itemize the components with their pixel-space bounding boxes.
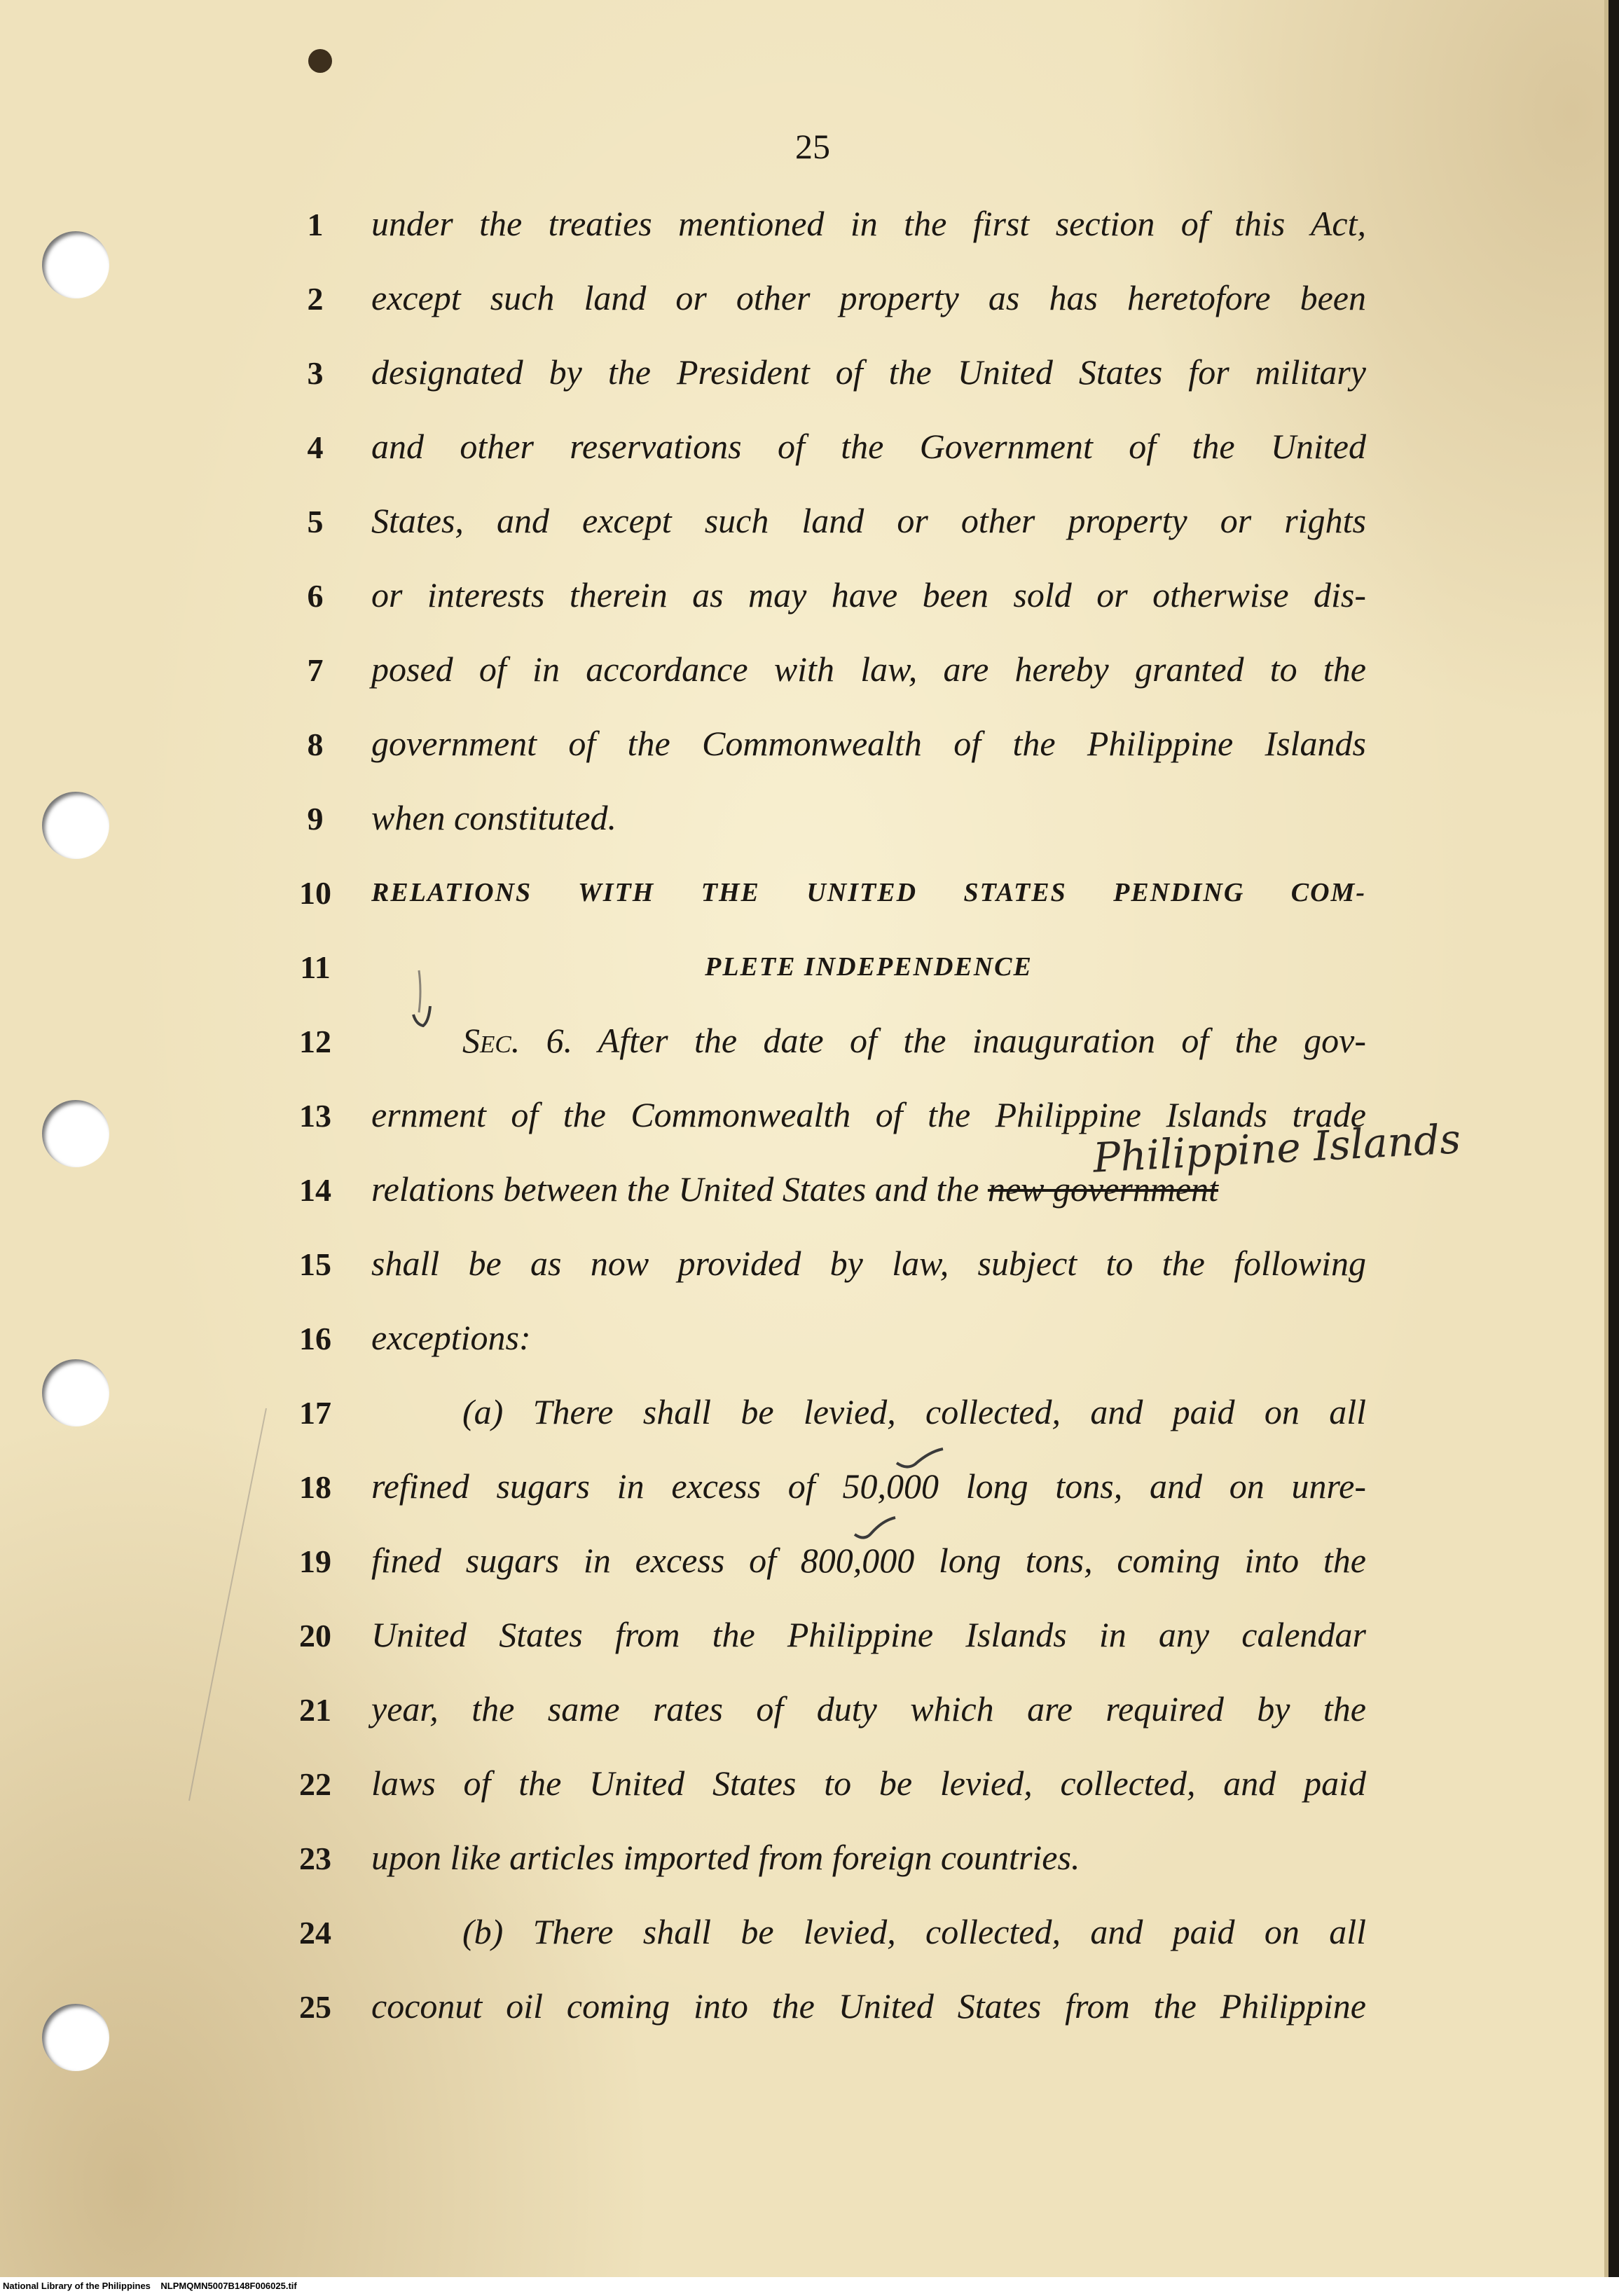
section-heading: RELATIONS WITH THE UNITED STATES PENDING COM-: [371, 878, 1366, 907]
line-number: 6: [307, 578, 324, 614]
text-line: [0, 1750, 1604, 1824]
text-line: [0, 265, 1604, 339]
text-line: [0, 1453, 1604, 1527]
line-number: 13: [299, 1098, 331, 1134]
line-text: (a) There shall be levied, collected, and paid on all: [462, 1392, 1366, 1431]
text-line: [0, 1379, 1604, 1453]
line-text: posed of in accordance with law, are hereby granted to the: [371, 649, 1366, 689]
line-number: 22: [299, 1766, 331, 1802]
line-text: under the treaties mentioned in the first section of this Act,: [371, 204, 1366, 243]
line-text: [371, 1020, 1366, 1061]
line-text: designated by the President of the United States for military: [371, 352, 1366, 392]
line-number: 24: [299, 1915, 331, 1951]
page-number: 25: [795, 127, 830, 166]
line-number: 4: [307, 429, 324, 465]
section-heading: PLETE INDEPENDENCE: [705, 952, 1033, 982]
text-line: [0, 1305, 1604, 1379]
section-heading-line: [0, 859, 1604, 933]
text-line: [0, 1230, 1604, 1305]
line-text: States, and except such land or other property or rights: [371, 501, 1366, 540]
line-text: coconut oil coming into the United States from the Philippine: [371, 1986, 1366, 2026]
line-number: 7: [307, 652, 324, 688]
line-text: ernment of the Commonwealth of the Philippine Islands trade: [371, 1095, 1366, 1134]
line-number: 3: [307, 355, 324, 391]
text-line: [0, 562, 1604, 636]
line-number: 20: [299, 1618, 331, 1654]
line-text: shall be as now provided by law, subject to the following: [371, 1244, 1366, 1283]
section-label: Sec. 6.: [462, 1021, 573, 1060]
line-number: 23: [299, 1841, 331, 1876]
text-line: [0, 339, 1604, 413]
footer-file-id: NLPMQMN5007B148F006025.tif: [160, 2281, 297, 2291]
line-number: 10: [299, 875, 331, 911]
line-text: (b) There shall be levied, collected, and paid on all: [462, 1912, 1366, 1951]
line-text: upon like articles imported from foreign countries.: [371, 1838, 1080, 1877]
handwritten-insert: Philippine Islands: [1091, 1115, 1462, 1182]
text-line: [0, 1602, 1604, 1676]
text-line: [0, 488, 1604, 562]
line-number: 16: [299, 1321, 331, 1356]
line-text: government of the Commonwealth of the Philippine Islands: [371, 724, 1366, 763]
text-line: [0, 636, 1604, 710]
line-number: 21: [299, 1692, 331, 1728]
text-line: [0, 1676, 1604, 1750]
text-line: [0, 1527, 1604, 1602]
text-line: [0, 191, 1604, 265]
line-text: exceptions:: [371, 1318, 531, 1357]
line-number: 18: [299, 1469, 331, 1505]
section-heading-line: [0, 933, 1604, 1008]
line-text-rest: After the date of the inauguration of the gov-: [598, 1021, 1366, 1060]
line-number: 15: [299, 1246, 331, 1282]
line-number: 17: [299, 1395, 331, 1431]
text-line: [0, 710, 1604, 785]
line-text: and other reservations of the Government of the United: [371, 427, 1366, 466]
line-text: year, the same rates of duty which are required by the: [371, 1689, 1366, 1728]
line-number: 8: [307, 727, 324, 762]
line-text: fined sugars in excess of 800,000 long tons, coming into the: [371, 1541, 1366, 1580]
line-number: 2: [307, 281, 324, 317]
line-number: 9: [307, 801, 324, 837]
line-number: 1: [307, 207, 324, 242]
line-text: refined sugars in excess of 50,000 long tons, and on unre-: [371, 1466, 1366, 1506]
ink-spot: [308, 49, 332, 73]
text-line: [0, 785, 1604, 859]
line-number: 5: [307, 504, 324, 539]
line-text: laws of the United States to be levied, collected, and paid: [371, 1764, 1366, 1803]
footer-strip: [0, 2277, 1619, 2296]
text-line: [0, 1824, 1604, 1899]
footer-library: National Library of the Philippines: [3, 2281, 151, 2291]
line-number: 25: [299, 1989, 331, 2025]
line-text: or interests therein as may have been sold or otherwise dis-: [371, 575, 1366, 614]
line-text: when constituted.: [371, 798, 616, 837]
line-number: 19: [299, 1544, 331, 1579]
line-number: 11: [300, 949, 331, 985]
line-text: United States from the Philippine Islands in any calendar: [371, 1615, 1366, 1654]
text-line: [0, 413, 1604, 488]
line-text: except such land or other property as has heretofore been: [371, 278, 1366, 317]
line-number: 12: [299, 1024, 331, 1059]
text-line: [0, 1973, 1604, 2047]
text-line: [0, 1008, 1604, 1082]
line-text-start: relations between the United States and the: [371, 1169, 979, 1209]
text-line: [0, 1899, 1604, 1973]
footer-text: [3, 2281, 297, 2291]
struck-text: new government: [987, 1169, 1219, 1209]
line-number: 14: [299, 1172, 331, 1208]
